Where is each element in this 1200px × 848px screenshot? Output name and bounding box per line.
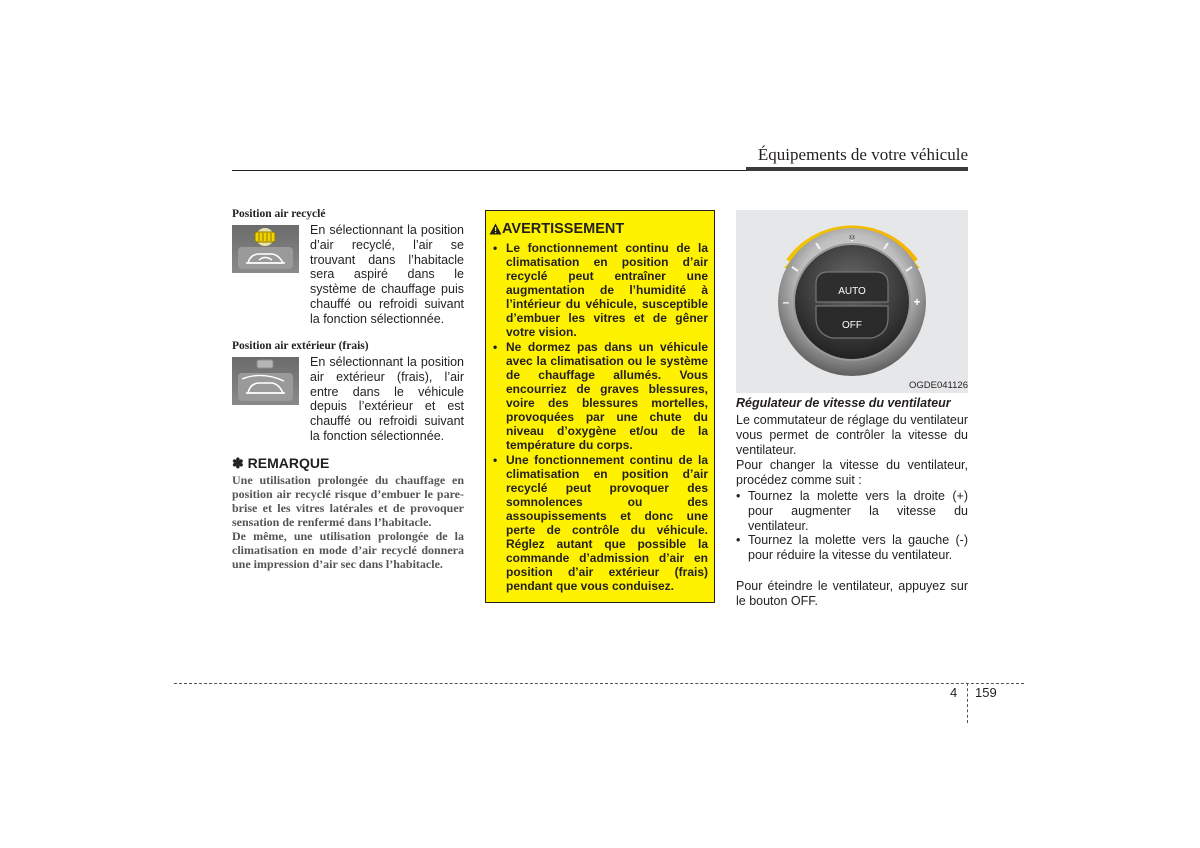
warning-item: • Une fonctionnement continu de la climatisation en position d’air recyclé peut provoquer des somnolences ou des assoupissements et donc une perte de contrôle du véhicule. Réglez autant que possible la commande d’admission d’air en position d’air extérieur (frais) pendant que vous conduisez. — [490, 453, 708, 593]
fan-speed-step: • Tournez la molette vers la droite (+) pour augmenter la vitesse du ventilateur. — [736, 489, 968, 533]
fan-speed-step: • Tournez la molette vers la gauche (-) pour réduire la vitesse du ventilateur. — [736, 533, 968, 563]
fan-speed-knob-illustration — [736, 210, 968, 393]
warning-item: • Le fonctionnement continu de la climatisation en position d’air recyclé peut entraîner une augmentation de l’humidité à l’intérieur du véhicule, susceptible d’embuer les vitres et de gêner votre vision. — [490, 241, 708, 339]
remarque-paragraph: Une utilisation prolongée du chauffage en position air recyclé risque d’embuer le pare-brise et les vitres latérales et de provoquer sensation de renfermé dans l’habitacle. — [232, 473, 464, 529]
warning-list — [490, 241, 708, 594]
page-number: 159 — [975, 685, 997, 700]
fan-speed-section — [736, 413, 968, 610]
header-rule — [232, 170, 746, 171]
auto-button-label: AUTO — [838, 286, 866, 297]
recirculation-mode-icon — [232, 225, 299, 273]
knob-minus-label: – — [782, 295, 790, 309]
warning-item: • Ne dormez pas dans un véhicule avec la climatisation ou le système de chauffage allumés. Vous encourriez de graves blessures, voire des blessures mortelles, provoquées par une chute du niveau d’oxygène et/ou de la température du corps. — [490, 340, 708, 452]
figure-code: OGDE041126 — [909, 380, 968, 391]
recirculation-heading: Position air recyclé — [232, 208, 326, 220]
fresh-air-mode-icon — [232, 357, 299, 405]
recirculation-text: En sélectionnant la position d’air recyclé, l’air se trouvant dans l’habitacle sera aspiré dans le système de chauffage puis chauffé ou refroidi suivant la fonction sélectionnée. — [310, 223, 464, 326]
chapter-number: 4 — [950, 685, 958, 700]
remarque-body — [232, 473, 464, 571]
figure-caption: Régulateur de vitesse du ventilateur — [736, 396, 951, 410]
fan-speed-steps — [736, 489, 968, 563]
header-rule-accent — [746, 167, 968, 171]
fan-speed-howto: Pour changer la vitesse du ventilateur, procédez comme suit : — [736, 458, 968, 488]
fresh-air-text: En sélectionnant la position air extérieur (frais), l’air entre dans le véhicule depuis l’extérieur et est chauffé ou refroidi suivant la fonction sélectionnée. — [310, 355, 464, 443]
footer-rule — [174, 683, 1024, 684]
warning-title: AVERTISSEMENT — [502, 221, 625, 237]
remarque-title: ✽ REMARQUE — [232, 455, 330, 471]
fan-speed-intro: Le commutateur de réglage du ventilateur vous permet de contrôler la vitesse du ventilateur. — [736, 413, 968, 457]
page-header-title: Équipements de votre véhicule — [757, 145, 968, 164]
off-button-label: OFF — [842, 320, 862, 331]
fresh-air-heading: Position air extérieur (frais) — [232, 340, 369, 352]
footer-divider — [967, 683, 968, 723]
svg-text:✲: ✲ — [848, 233, 856, 242]
warning-box — [485, 210, 715, 603]
warning-triangle-icon — [489, 222, 502, 240]
knob-plus-label: + — [913, 295, 921, 309]
remarque-paragraph: De même, une utilisation prolongée de la climatisation en mode d’air recyclé donnera une impression d’air sec dans l’habitacle. — [232, 529, 464, 571]
fan-off-note: Pour éteindre le ventilateur, appuyez sur le bouton OFF. — [736, 578, 968, 608]
